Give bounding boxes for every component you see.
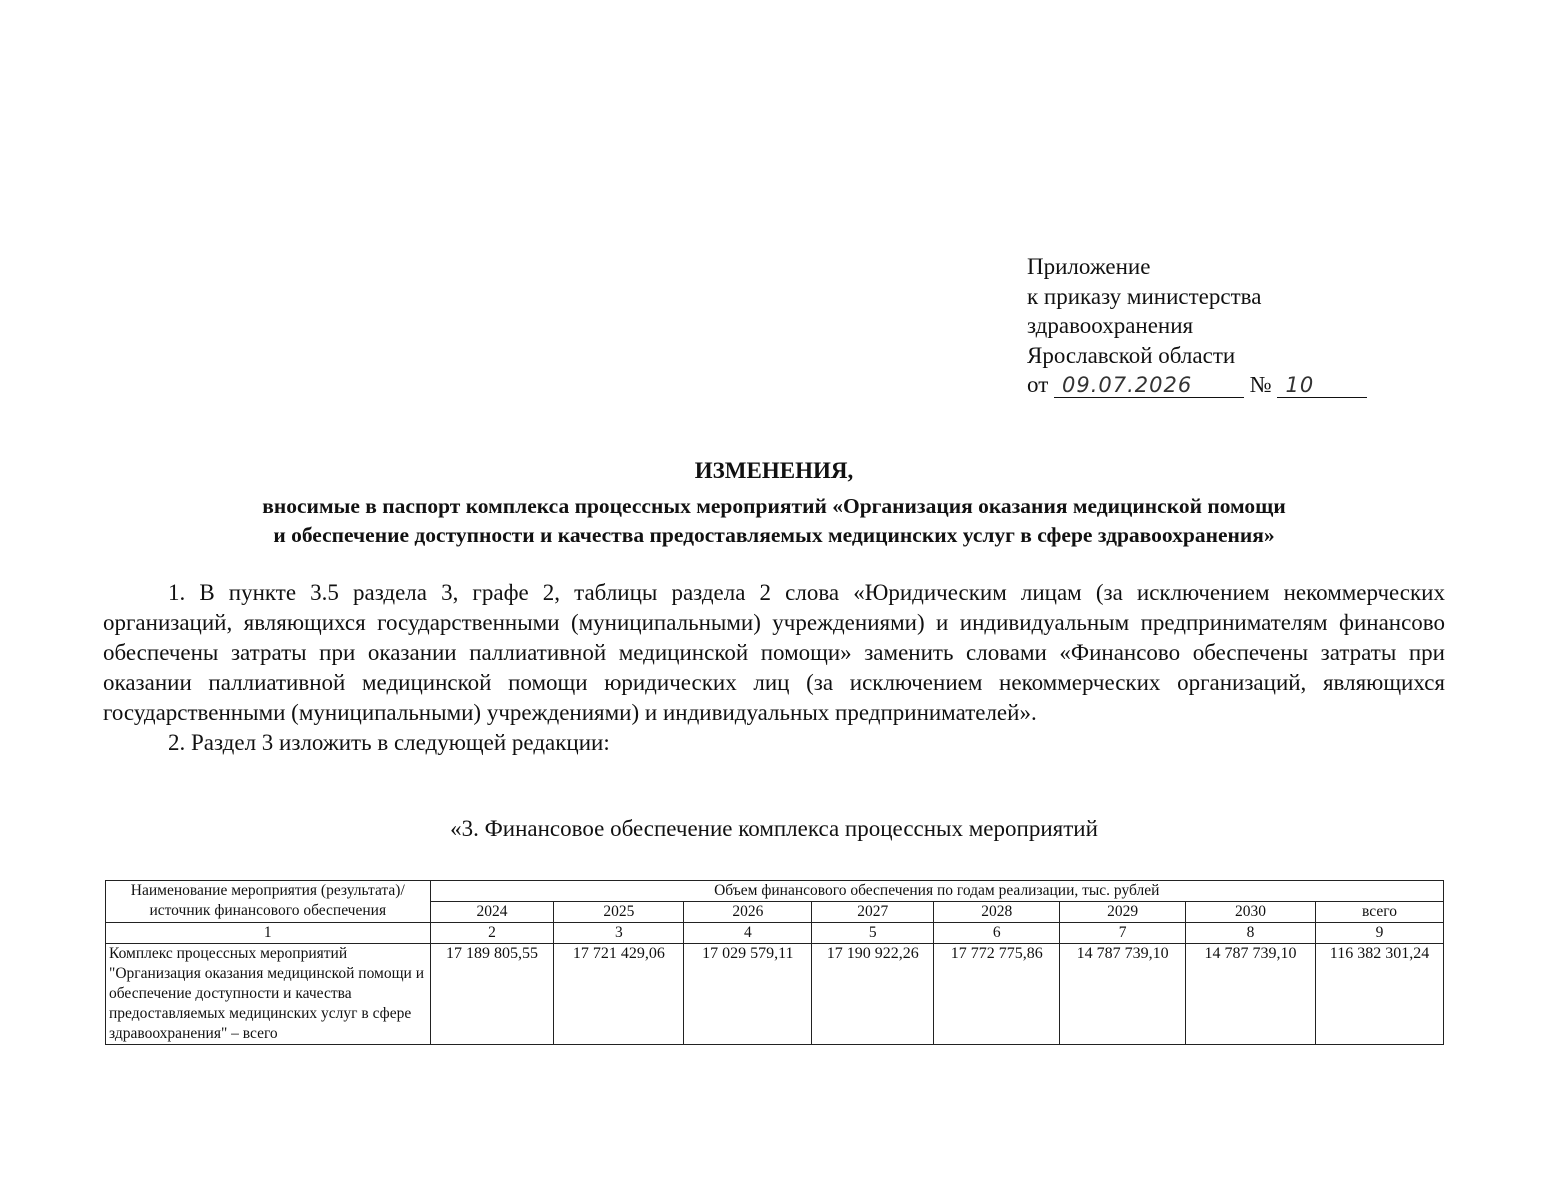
column-number: 4 xyxy=(684,923,812,944)
group-header: Объем финансового обеспечения по годам реализации, тыс. рублей xyxy=(430,881,1443,902)
column-number: 9 xyxy=(1316,923,1444,944)
number-field xyxy=(1277,373,1367,398)
column-number: 1 xyxy=(106,923,431,944)
row-value: 14 787 739,10 xyxy=(1186,944,1316,1045)
date-field xyxy=(1054,373,1244,398)
appendix-date-line xyxy=(1027,370,1367,400)
subtitle-line-1: вносимые в паспорт комплекса процессных мероприятий «Организация оказания медицинской помощи xyxy=(262,494,1286,518)
appendix-line-3: здравоохранения xyxy=(1027,313,1194,338)
year-header: 2024 xyxy=(430,902,554,923)
year-header: 2026 xyxy=(684,902,812,923)
column-number: 5 xyxy=(812,923,934,944)
row-value: 17 721 429,06 xyxy=(554,944,684,1045)
financing-table xyxy=(105,880,1444,1045)
year-header: 2027 xyxy=(812,902,934,923)
column-number: 7 xyxy=(1060,923,1186,944)
number-prefix: № xyxy=(1249,372,1272,397)
col1-header: Наименование мероприятия (результата)/ источник финансового обеспечения xyxy=(106,881,431,923)
row-value: 17 190 922,26 xyxy=(812,944,934,1045)
section-title: «3. Финансовое обеспечение комплекса процессных мероприятий xyxy=(450,816,1098,841)
date-prefix: от xyxy=(1027,372,1049,397)
column-number: 8 xyxy=(1186,923,1316,944)
appendix-line-2: к приказу министерства xyxy=(1027,283,1262,309)
row-value: 17 029 579,11 xyxy=(684,944,812,1045)
row-total: 116 382 301,24 xyxy=(1316,944,1444,1045)
handwritten-date: 09.07.2026 xyxy=(1062,373,1193,397)
table-row xyxy=(106,944,1444,1045)
year-header: 2029 xyxy=(1060,902,1186,923)
appendix-line-4: Ярославской области xyxy=(1027,342,1236,368)
row-value: 17 189 805,55 xyxy=(430,944,554,1045)
row-name: Комплекс процессных мероприятий "Организация оказания медицинской помощи и обеспечение доступности и качества предоставляемых медицинских услуг в сфере здравоохранения" – всего xyxy=(106,944,431,1045)
paragraph-1: 1. В пункте 3.5 раздела 3, графе 2, таблицы раздела 2 слова «Юридическим лицам (за исключением некоммерческих организаций, являющихся государственными (муниципальными) учреждениями) и индивидуальным предпринимателям финансово обеспечены затраты при оказании паллиативной медицинской помощи» заменить словами «Финансово обеспечены затраты при оказании паллиативной медицинской помощи юридических лиц (за исключением некоммерческих организаций, являющихся государственными (муниципальными) учреждениями) и индивидуальных предпринимателей». xyxy=(103,580,1445,725)
document-body xyxy=(103,578,1445,758)
year-header: 2030 xyxy=(1186,902,1316,923)
column-number-row xyxy=(106,923,1444,944)
column-number: 2 xyxy=(430,923,554,944)
year-header: 2025 xyxy=(554,902,684,923)
appendix-line-1: Приложение xyxy=(1027,254,1151,279)
handwritten-number: 10 xyxy=(1285,373,1315,397)
year-header: 2028 xyxy=(934,902,1060,923)
column-number: 6 xyxy=(934,923,1060,944)
column-number: 3 xyxy=(554,923,684,944)
total-header: всего xyxy=(1316,902,1444,923)
subtitle-line-2: и обеспечение доступности и качества предоставляемых медицинских услуг в сфере здравоохранения» xyxy=(273,523,1275,547)
row-value: 14 787 739,10 xyxy=(1060,944,1186,1045)
document-title: ИЗМЕНЕНИЯ, xyxy=(694,458,854,483)
appendix-block xyxy=(1027,252,1367,400)
paragraph-2: 2. Раздел 3 изложить в следующей редакции: xyxy=(168,730,610,755)
document-subtitle xyxy=(103,492,1445,550)
row-value: 17 772 775,86 xyxy=(934,944,1060,1045)
table-header-row-1 xyxy=(106,881,1444,902)
